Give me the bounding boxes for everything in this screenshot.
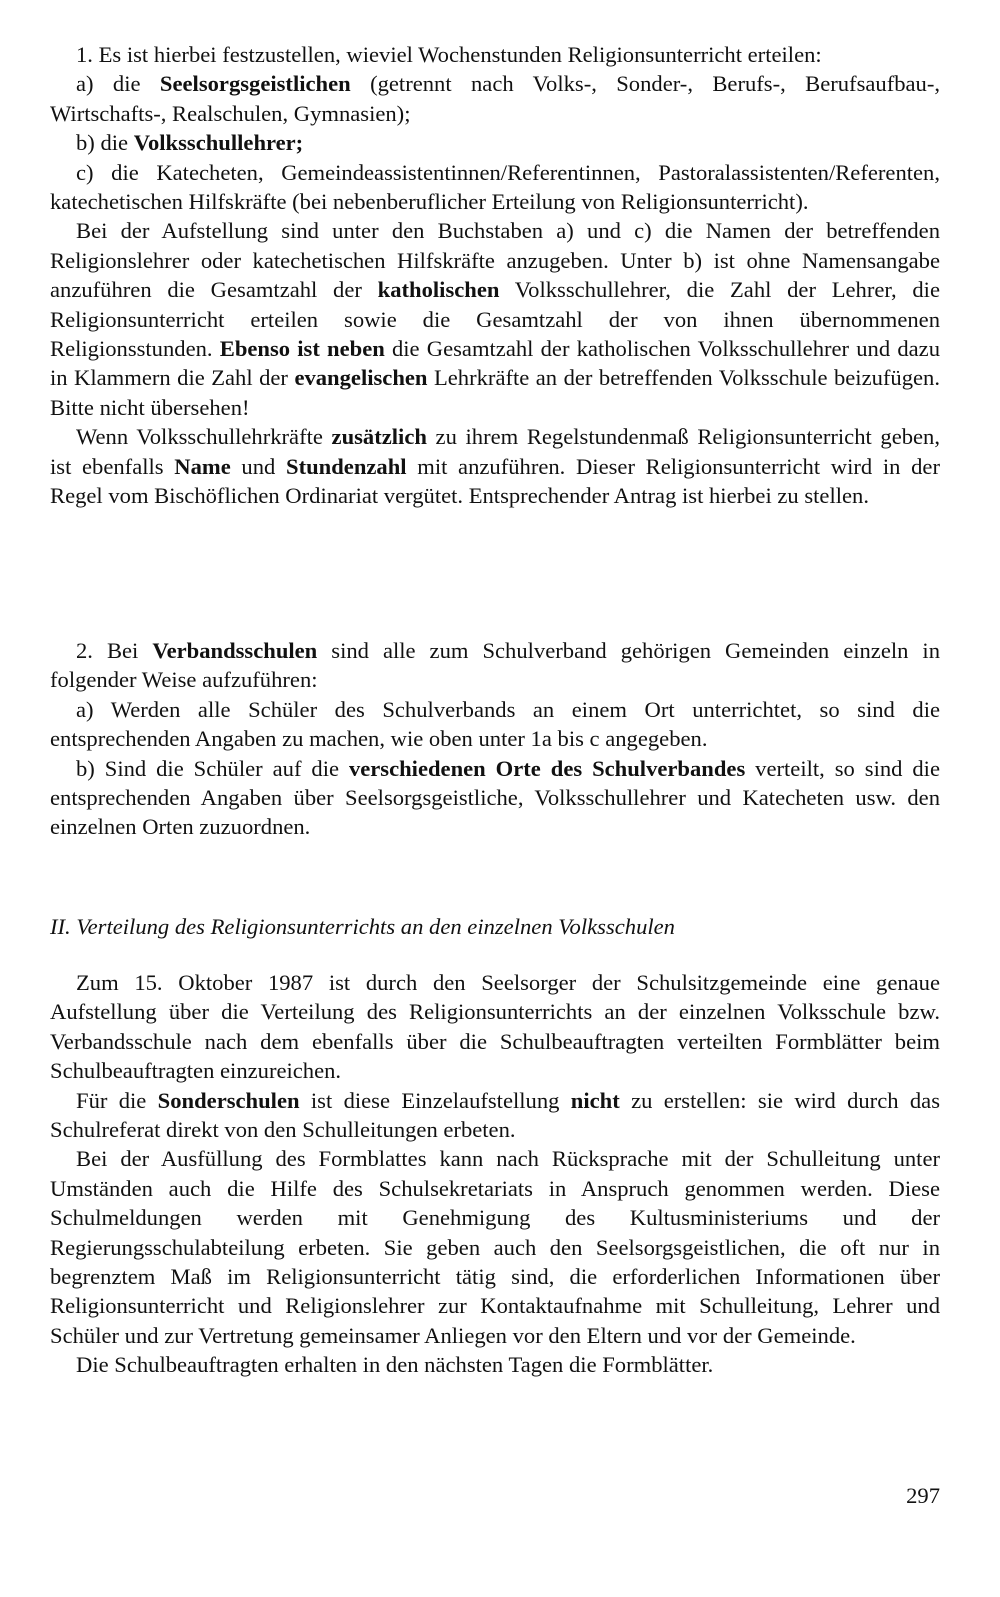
section-3	[50, 968, 940, 1380]
paragraph-1-intro: 1. Es ist hierbei festzustellen, wieviel Wochenstunden Religionsunterricht erteilen:	[76, 42, 822, 67]
paragraph-1-zusaetzlich: Wenn Volksschullehrkräfte zusätzlich zu ihrem Regelstundenmaß Religionsunterricht geben, ist ebenfalls Name und Stundenzahl mit anzuführen. Dieser Religionsunterricht wird in der Regel vom Bischöflichen Ordinariat vergütet. Entsprechender Antrag ist hierbei zu stellen.	[50, 424, 940, 509]
section-1	[50, 40, 940, 511]
paragraph-2a: a) Werden alle Schüler des Schulverbands an einem Ort unterrichtet, so sind die entsprechenden Angaben zu machen, wie oben unter 1a bis c angegeben.	[50, 696, 940, 752]
paragraph-3-ausfuellung: Bei der Ausfüllung des Formblattes kann nach Rücksprache mit der Schulleitung unter Umständen auch die Hilfe des Schulsekretariats in Anspruch genommen werden. Diese Schulmeldungen werden mit Genehmigung des Kultusministeriums und der Regierungsschulabteilung erbeten. Sie geben auch den Seelsorgsgeistlichen, die oft nur in begrenztem Maß im Religionsunterricht tätig sind, die erforderlichen Informationen über Religionsunterricht und Religionslehrer zur Kontaktaufnahme mit Schulleitung, Lehrer und Schüler und zur Vertretung gemeinsamer Anliegen vor den Eltern und vor der Gemeinde.	[50, 1146, 940, 1348]
paragraph-1a: a) die Seelsorgsgeistlichen (getrennt nach Volks-, Sonder-, Berufs-, Berufsaufbau-, Wirtschafts-, Realschulen, Gymnasien);	[50, 71, 941, 126]
paragraph-1c: c) die Katecheten, Gemeindeassistentinnen/Referentinnen, Pastoralassistenten/Referenten, katechetischen Hilfskräfte (bei nebenberuflicher Erteilung von Religionsunterricht).	[50, 159, 940, 215]
section-2	[50, 636, 940, 842]
page-number: 297	[906, 1483, 940, 1508]
paragraph-1b: b) die Volksschullehrer;	[76, 130, 304, 156]
paragraph-3-formblaetter: Die Schulbeauftragten erhalten in den nächsten Tagen die Formblätter.	[76, 1352, 714, 1378]
section-heading: II. Verteilung des Religionsunterrichts an den einzelnen Volksschulen	[50, 914, 675, 939]
paragraph-3-sonderschulen: Für die Sonderschulen ist diese Einzelaufstellung nicht zu erstellen: sie wird durch das Schulreferat direkt von den Schulleitungen erbeten.	[50, 1087, 940, 1143]
paragraph-1-aufstellung: Bei der Aufstellung sind unter den Buchstaben a) und c) die Namen der betreffenden Religionslehrer oder katechetischen Hilfskräfte anzugeben. Unter b) ist ohne Namensangabe anzuführen die Gesamtzahl der katholischen Volksschullehrer, die Zahl der Lehrer, die Religionsunterricht erteilen sowie die Gesamtzahl der von ihnen übernommenen Religionsstunden. Ebenso ist neben die Gesamtzahl der katholischen Volksschullehrer und dazu in Klammern die Zahl der evangelischen Lehrkräfte an der betreffenden Volksschule beizufügen. Bitte nicht übersehen!	[50, 218, 940, 420]
paragraph-3-zum: Zum 15. Oktober 1987 ist durch den Seelsorger der Schulsitzgemeinde eine genaue Aufstellung über die Verteilung des Religionsunterrichts an der einzelnen Volksschule bzw. Verbandsschule nach dem ebenfalls über die Schulbeauftragten verteilten Formblätter beim Schulbeauftragten einzureichen.	[50, 970, 940, 1084]
paragraph-2-intro: 2. Bei Verbandsschulen sind alle zum Schulverband gehörigen Gemeinden einzeln in folgender Weise aufzuführen:	[50, 638, 941, 693]
paragraph-2b: b) Sind die Schüler auf die verschiedenen Orte des Schulverbandes verteilt, so sind die entsprechenden Angaben über Seelsorgsgeistliche, Volksschullehrer und Katecheten usw. den einzelnen Orten zuzuordnen.	[50, 755, 940, 840]
